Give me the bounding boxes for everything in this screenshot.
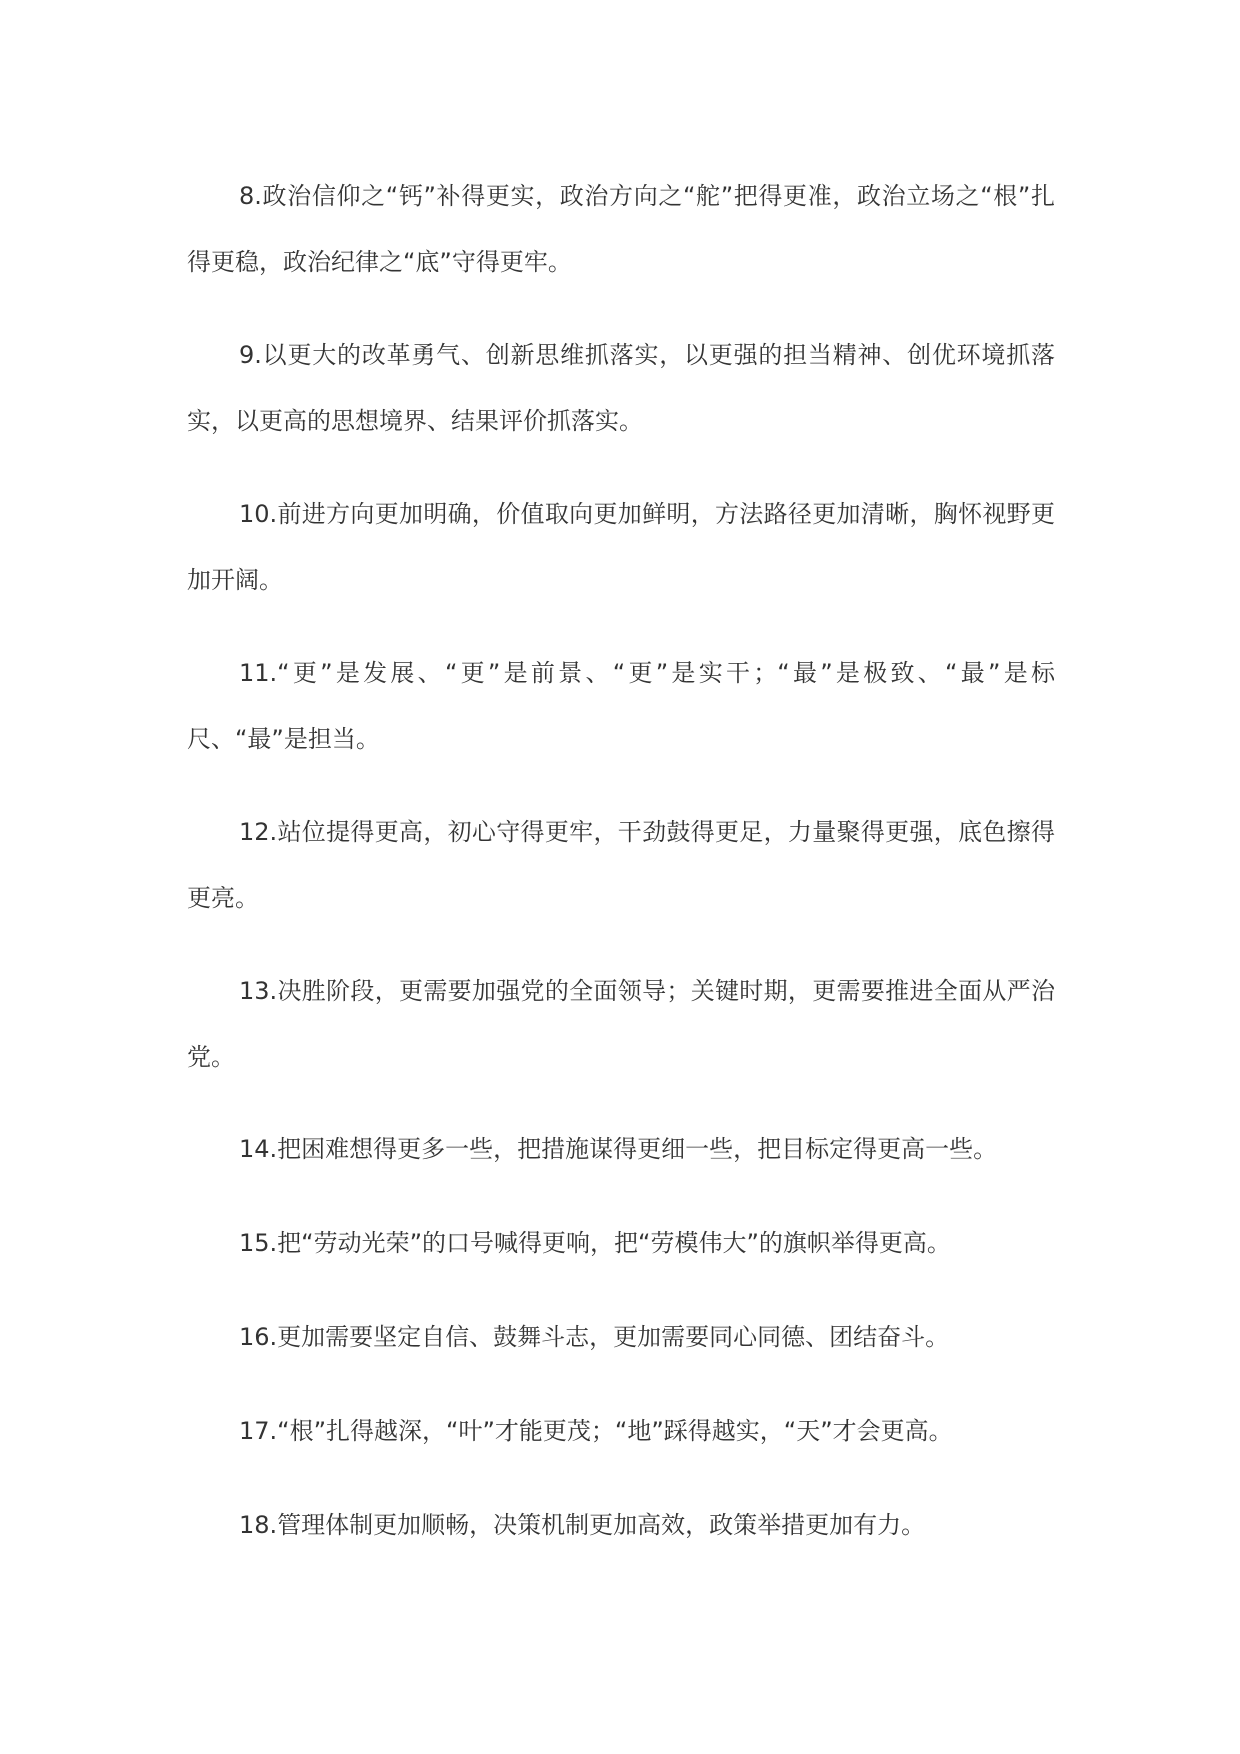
paragraph-item-17: 17.“根”扎得越深，“叶”才能更茂；“地”踩得越实，“天”才会更高。 [239,1417,953,1445]
paragraph-item-10: 10.前进方向更加明确，价值取向更加鲜明，方法路径更加清晰，胸怀视野更加开阔。 [187,500,1055,594]
paragraph-item-13: 13.决胜阶段，更需要加强党的全面领导；关键时期，更需要推进全面从严治党。 [187,977,1055,1071]
paragraph-item-12: 12.站位提得更高，初心守得更牢，干劲鼓得更足，力量聚得更强，底色擦得更亮。 [187,818,1055,912]
paragraph-item-14: 14.把困难想得更多一些，把措施谋得更细一些，把目标定得更高一些。 [239,1135,998,1163]
paragraph-item-9: 9.以更大的改革勇气、创新思维抓落实，以更强的担当精神、创优环境抓落实，以更高的思想境界、结果评价抓落实。 [187,341,1055,435]
paragraph-item-11: 11.“更”是发展、“更”是前景、“更”是实干；“最”是极致、“最”是标尺、“最”是担当。 [187,659,1055,753]
paragraph-item-18: 18.管理体制更加顺畅，决策机制更加高效，政策举措更加有力。 [239,1511,926,1539]
paragraph-item-15: 15.把“劳动光荣”的口号喊得更响，把“劳模伟大”的旗帜举得更高。 [239,1229,951,1257]
paragraph-item-16: 16.更加需要坚定自信、鼓舞斗志，更加需要同心同德、团结奋斗。 [239,1323,950,1351]
paragraph-item-8: 8.政治信仰之“钙”补得更实，政治方向之“舵”把得更准，政治立场之“根”扎得更稳，政治纪律之“底”守得更牢。 [187,182,1055,276]
